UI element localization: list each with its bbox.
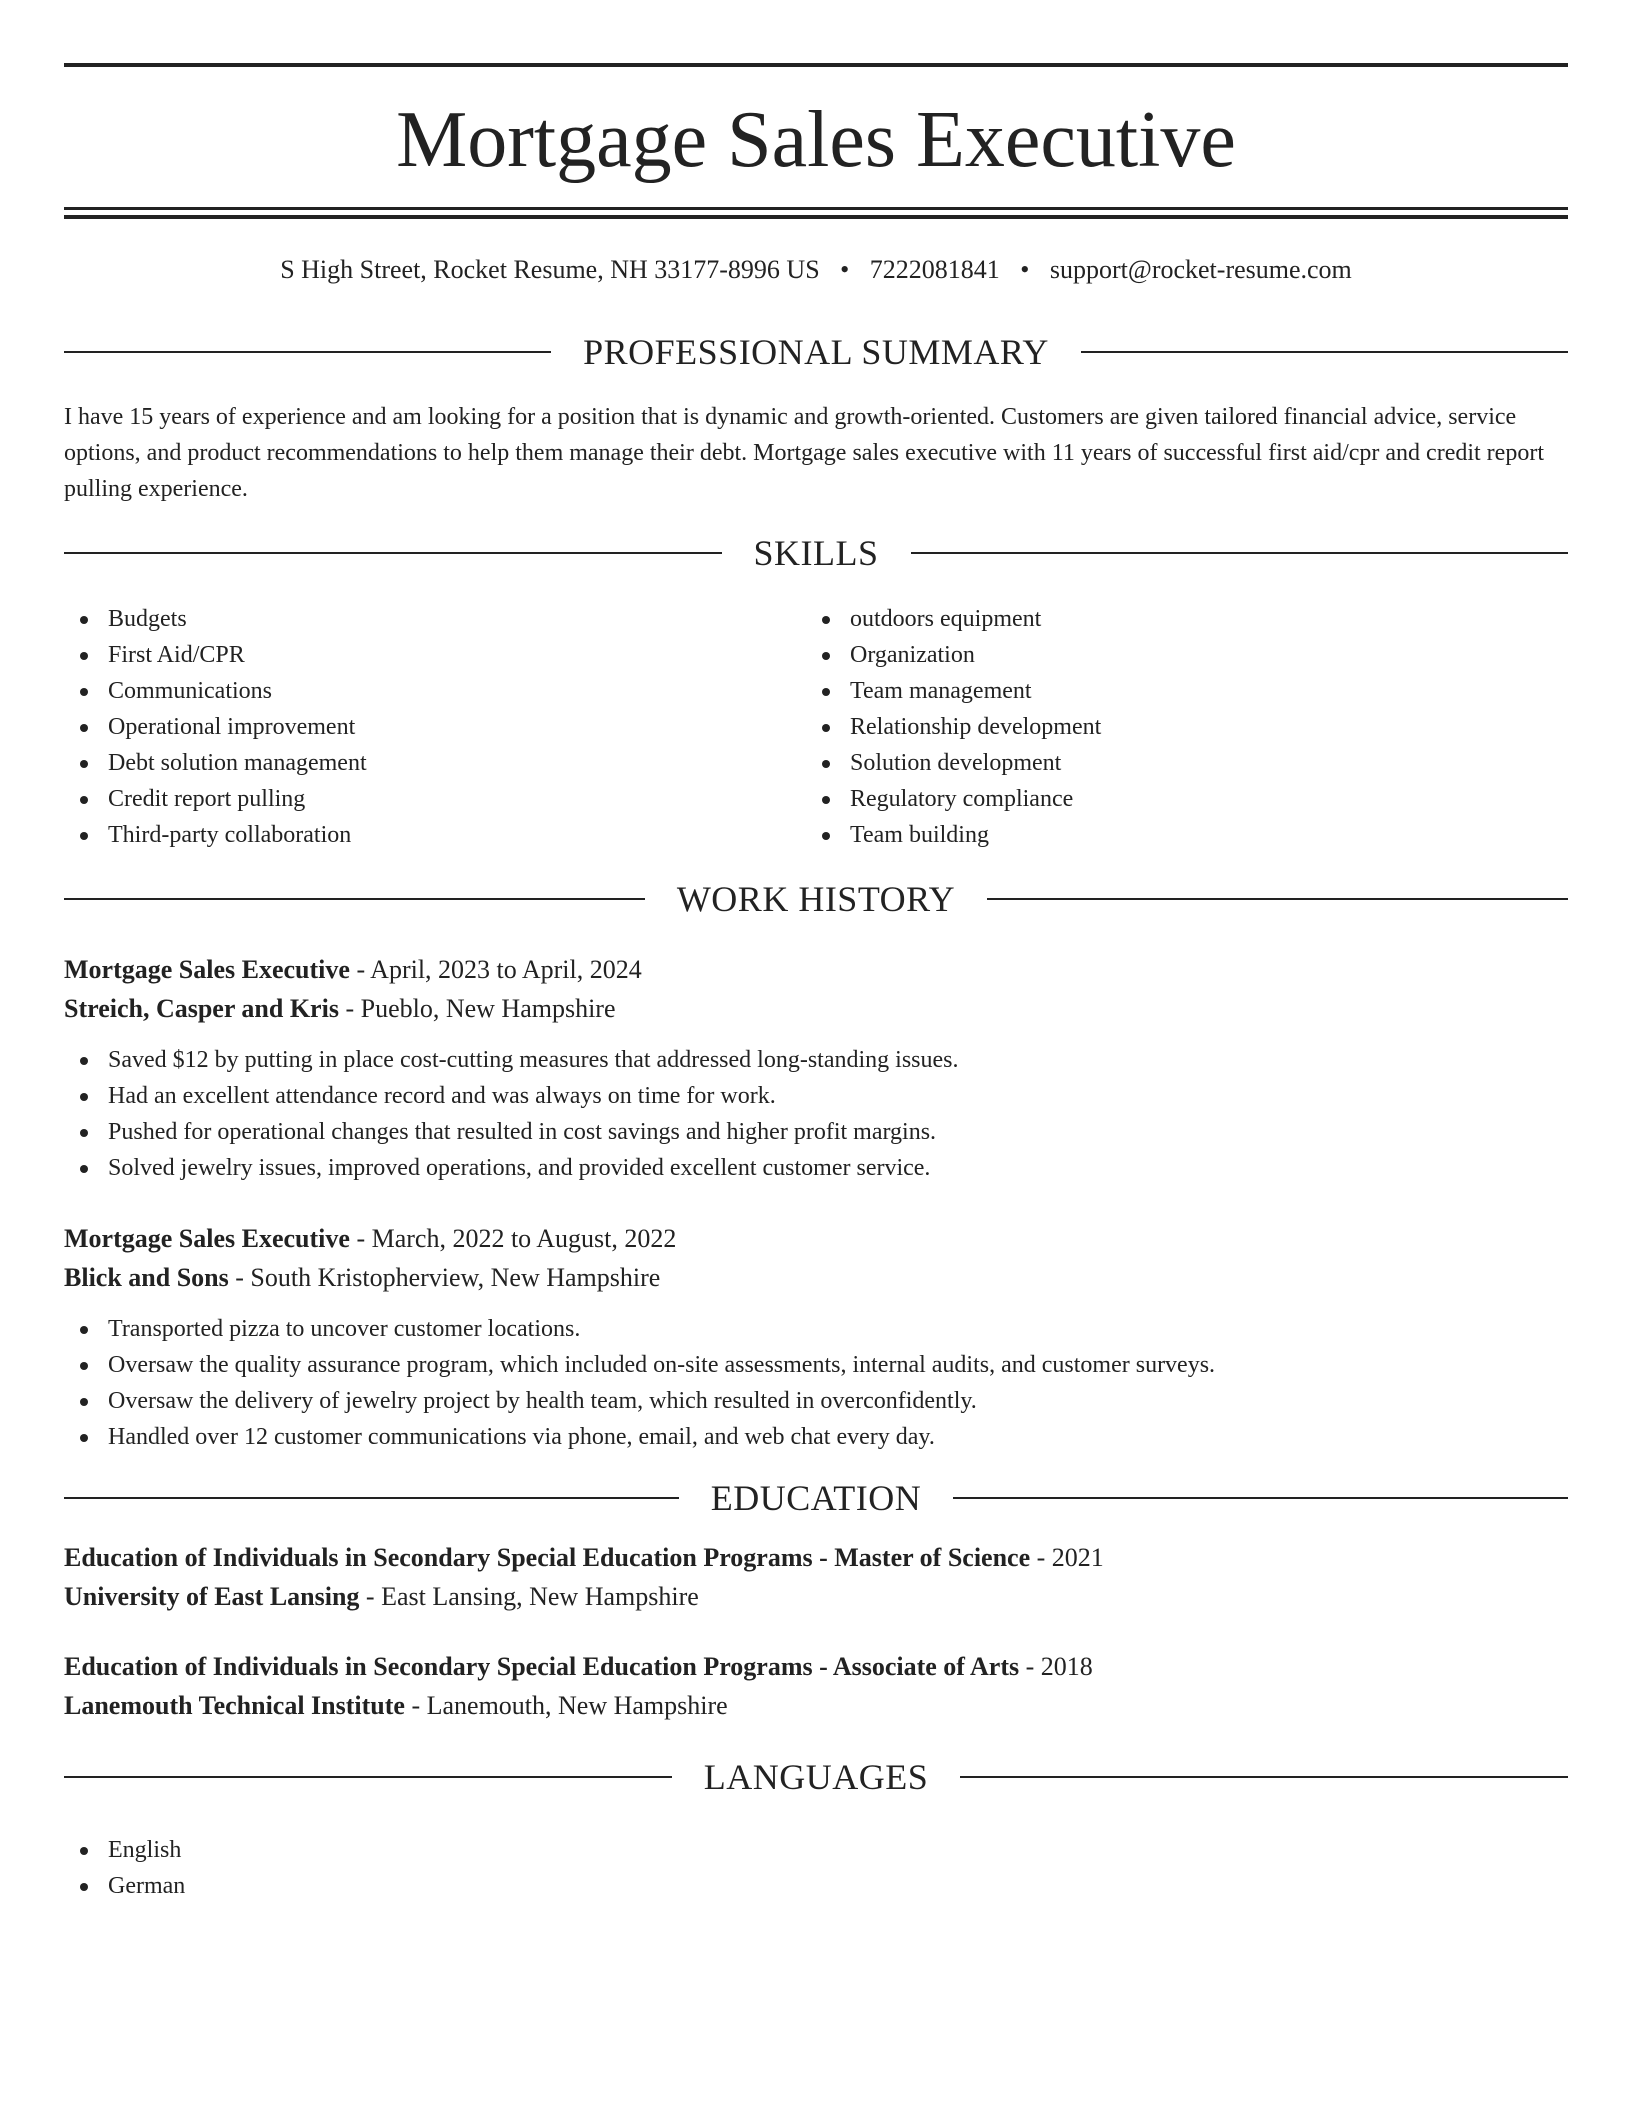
section-header-skills bbox=[64, 531, 1568, 575]
section-header-work bbox=[64, 877, 1568, 921]
degree-year: - 2021 bbox=[1030, 1543, 1104, 1572]
contact-separator: • bbox=[840, 255, 850, 284]
skill-item: Team building bbox=[806, 817, 1506, 853]
school-name: University of East Lansing bbox=[64, 1582, 360, 1611]
section-title-summary: PROFESSIONAL SUMMARY bbox=[583, 332, 1049, 372]
job-dates: - April, 2023 to April, 2024 bbox=[349, 955, 642, 984]
work-title-line bbox=[64, 950, 1568, 989]
section-rule-left bbox=[64, 1497, 679, 1499]
degree-name: Education of Individuals in Secondary Special Education Programs - Master of Science bbox=[64, 1543, 1031, 1572]
school-name: Lanemouth Technical Institute bbox=[64, 1691, 405, 1720]
school-location: - Lanemouth, New Hampshire bbox=[404, 1691, 728, 1720]
skill-item: Credit report pulling bbox=[64, 781, 764, 817]
work-bullet: Oversaw the delivery of jewelry project by health team, which resulted in overconfidently. bbox=[64, 1383, 1568, 1419]
education-entry bbox=[64, 1647, 1568, 1725]
section-rule-left bbox=[64, 898, 645, 900]
section-rule-right bbox=[960, 1776, 1568, 1778]
education-school-line bbox=[64, 1686, 1568, 1725]
skill-item: Debt solution management bbox=[64, 745, 764, 781]
skills-list-right bbox=[806, 601, 1506, 853]
degree-year: - 2018 bbox=[1019, 1652, 1093, 1681]
skill-item: outdoors equipment bbox=[806, 601, 1506, 637]
section-rule-left bbox=[64, 351, 551, 353]
section-header-summary bbox=[64, 330, 1568, 374]
education-entry bbox=[64, 1538, 1568, 1616]
work-bullet: Handled over 12 customer communications via phone, email, and web chat every day. bbox=[64, 1419, 1568, 1455]
contact-info bbox=[64, 252, 1568, 288]
contact-separator: • bbox=[1020, 255, 1030, 284]
resume-name: Mortgage Sales Executive bbox=[396, 96, 1236, 184]
work-bullet: Oversaw the quality assurance program, which included on-site assessments, internal audits, and customer surveys. bbox=[64, 1347, 1568, 1383]
job-dates: - March, 2022 to August, 2022 bbox=[349, 1224, 677, 1253]
work-entry bbox=[64, 950, 1568, 1186]
school-location: - East Lansing, New Hampshire bbox=[359, 1582, 699, 1611]
job-title: Mortgage Sales Executive bbox=[64, 1224, 350, 1253]
language-item: German bbox=[64, 1868, 764, 1904]
education-degree-line bbox=[64, 1538, 1568, 1577]
education-school-line bbox=[64, 1577, 1568, 1616]
education-degree-line bbox=[64, 1647, 1568, 1686]
company-name: Streich, Casper and Kris bbox=[64, 994, 339, 1023]
section-rule-right bbox=[1081, 351, 1568, 353]
work-company-line bbox=[64, 989, 1568, 1028]
work-bullet: Saved $12 by putting in place cost-cutting measures that addressed long-standing issues. bbox=[64, 1042, 1568, 1078]
work-bullet: Had an excellent attendance record and was always on time for work. bbox=[64, 1078, 1568, 1114]
section-rule-right bbox=[953, 1497, 1568, 1499]
section-header-education bbox=[64, 1476, 1568, 1520]
company-name: Blick and Sons bbox=[64, 1263, 229, 1292]
section-rule-right bbox=[987, 898, 1568, 900]
work-bullet: Pushed for operational changes that resulted in cost savings and higher profit margins. bbox=[64, 1114, 1568, 1150]
section-title-education: EDUCATION bbox=[710, 1478, 922, 1518]
skill-item: Budgets bbox=[64, 601, 764, 637]
section-rule-left bbox=[64, 552, 722, 554]
skill-item: First Aid/CPR bbox=[64, 637, 764, 673]
contact-phone: 7222081841 bbox=[869, 255, 1000, 284]
company-location: - Pueblo, New Hampshire bbox=[338, 994, 616, 1023]
skill-item: Operational improvement bbox=[64, 709, 764, 745]
work-bullet: Transported pizza to uncover customer locations. bbox=[64, 1311, 1568, 1347]
skill-item: Organization bbox=[806, 637, 1506, 673]
languages-list bbox=[64, 1832, 764, 1904]
skills-list-left bbox=[64, 601, 764, 853]
skill-item: Team management bbox=[806, 673, 1506, 709]
skill-item: Communications bbox=[64, 673, 764, 709]
degree-name: Education of Individuals in Secondary Special Education Programs - Associate of Arts bbox=[64, 1652, 1020, 1681]
section-title-skills: SKILLS bbox=[753, 533, 879, 573]
work-company-line bbox=[64, 1258, 1568, 1297]
header-double-rule-upper bbox=[64, 207, 1568, 210]
language-item: English bbox=[64, 1832, 764, 1868]
work-bullets bbox=[64, 1042, 1568, 1186]
company-location: - South Kristopherview, New Hampshire bbox=[228, 1263, 661, 1292]
work-bullet: Solved jewelry issues, improved operations, and provided excellent customer service. bbox=[64, 1150, 1568, 1186]
header-top-rule bbox=[64, 63, 1568, 67]
header-double-rule-lower bbox=[64, 215, 1568, 219]
section-rule-left bbox=[64, 1776, 672, 1778]
section-title-languages: LANGUAGES bbox=[703, 1757, 929, 1797]
work-bullets bbox=[64, 1311, 1568, 1455]
summary-text: I have 15 years of experience and am looking for a position that is dynamic and growth-oriented. Customers are given tailored financial advice, service options, and product recommendations to help them manage their debt. Mortgage sales executive with 11 years of successful first aid/cpr and credit report pulling experience. bbox=[64, 404, 1544, 502]
section-header-languages bbox=[64, 1755, 1568, 1799]
job-title: Mortgage Sales Executive bbox=[64, 955, 350, 984]
section-title-work: WORK HISTORY bbox=[676, 879, 956, 919]
skill-item: Third-party collaboration bbox=[64, 817, 764, 853]
contact-address: S High Street, Rocket Resume, NH 33177-8996 US bbox=[280, 255, 820, 284]
work-entry bbox=[64, 1219, 1568, 1455]
skill-item: Relationship development bbox=[806, 709, 1506, 745]
section-rule-right bbox=[911, 552, 1569, 554]
skill-item: Regulatory compliance bbox=[806, 781, 1506, 817]
skill-item: Solution development bbox=[806, 745, 1506, 781]
contact-email: support@rocket-resume.com bbox=[1049, 255, 1352, 284]
work-title-line bbox=[64, 1219, 1568, 1258]
